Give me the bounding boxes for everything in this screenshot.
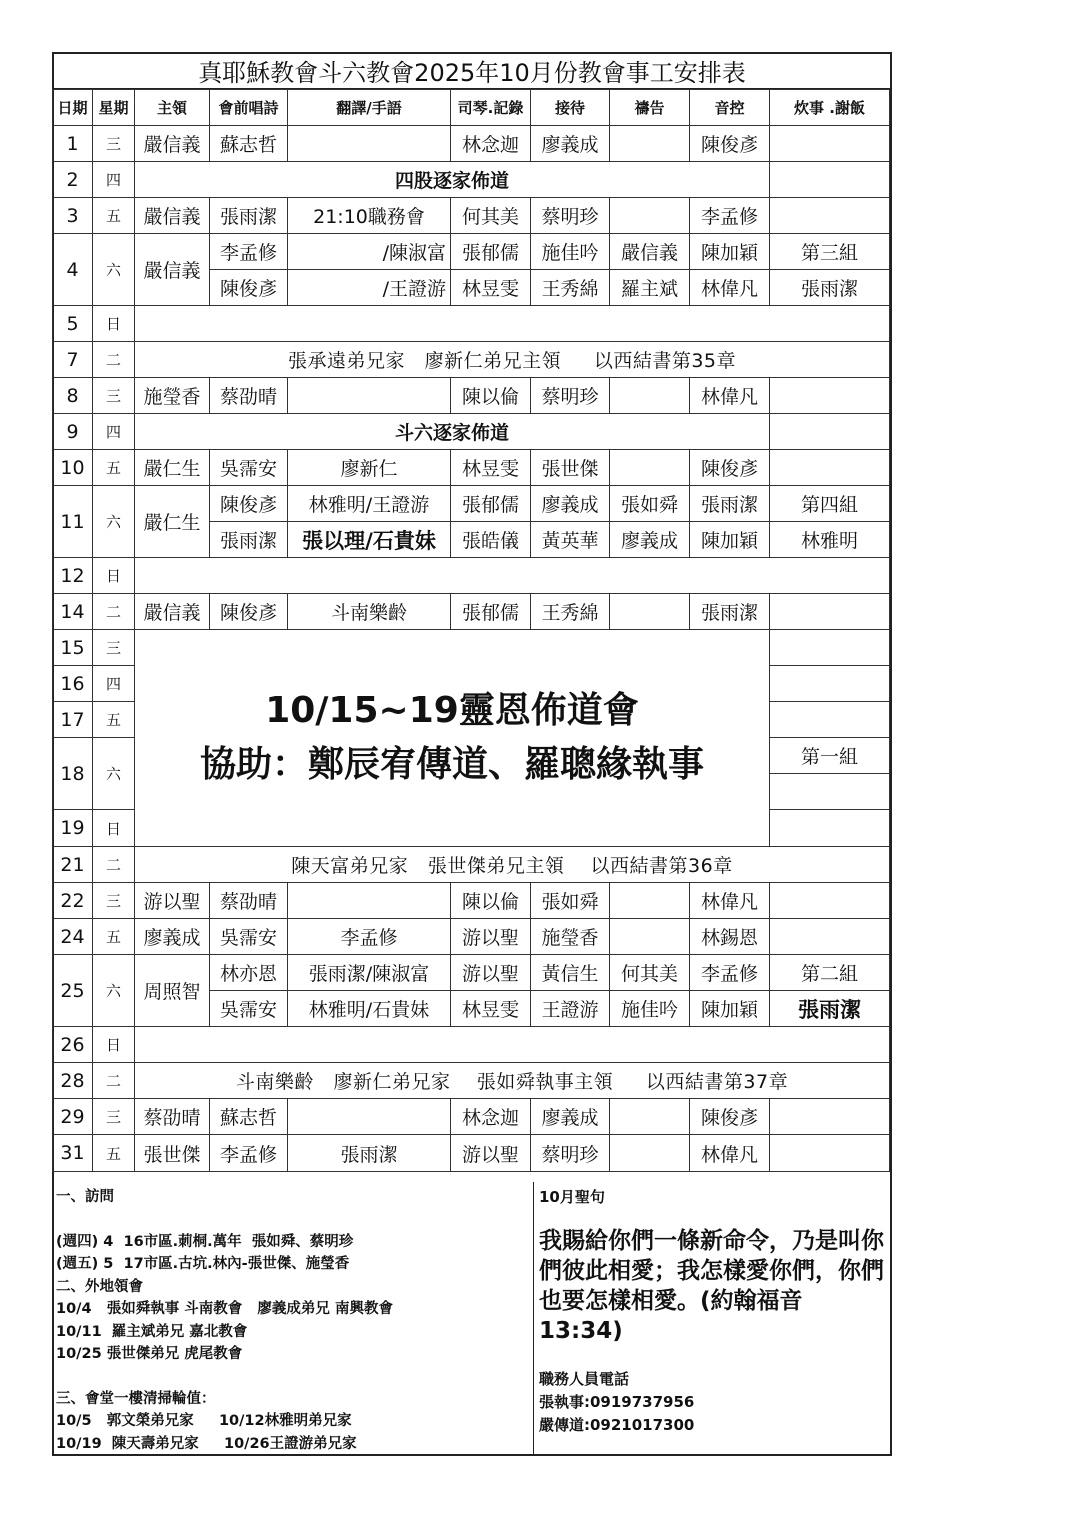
table-row [53,1063,890,1099]
piano-cell: 林念迦 [451,126,531,162]
weekday-cell: 三 [93,378,135,414]
translation-cell: 廖新仁 [288,450,451,486]
monthly-verse: 我賜給你們一條新命令，乃是叫你們彼此相愛；我怎樣愛你們，你們也要怎樣相愛。(約翰福音13:34) [539,1228,884,1344]
cooking-cell [770,162,890,198]
piano-cell: 陳以倫 [451,378,531,414]
weekday-cell: 四 [93,666,135,702]
piano-cell: 林昱雯 [451,991,531,1027]
piano-cell: 林昱雯 [451,270,531,306]
translation-cell: 林雅明/石貴妹 [288,991,451,1027]
piano-cell: 陳以倫 [451,883,531,919]
translation-cell: /王證游 [288,270,451,306]
cooking-cell [770,883,890,919]
hymn-cell: 李孟修 [210,1135,288,1172]
cooking-cell [770,594,890,630]
sound-cell: 林偉凡 [690,1135,770,1172]
cooking-cell [770,702,890,738]
cooking-cell [770,810,890,847]
weekday-cell: 五 [93,919,135,955]
translation-cell [288,126,451,162]
cleaning-line: 10/5 郭文榮弟兄家 10/12林雅明弟兄家 [56,1413,352,1429]
weekday-cell: 六 [93,955,135,1027]
date-cell: 14 [53,594,93,630]
cooking-cell [770,450,890,486]
leader-cell: 施瑩香 [135,378,210,414]
translation-cell: 林雅明/王證游 [288,486,451,522]
empty-row [135,306,890,342]
cooking-cell: 張雨潔 [770,270,890,306]
cooking-cell: 第一組 [770,738,890,774]
date-cell: 4 [53,234,93,306]
piano-cell: 張郁儒 [451,486,531,522]
reception-cell: 蔡明珍 [531,198,610,234]
translation-cell: 張以理/石貴妹 [288,522,451,558]
piano-cell: 游以聖 [451,955,531,991]
header-piano: 司琴.記錄 [451,90,531,126]
cooking-cell: 第二組 [770,955,890,991]
contact-phone: 嚴傳道:0921017300 [539,1416,695,1434]
header-translation: 翻譯/手語 [288,90,451,126]
cooking-cell [770,919,890,955]
cooking-cell [770,378,890,414]
weekday-cell: 日 [93,810,135,847]
table-row [53,414,890,450]
cooking-cell: 林雅明 [770,522,890,558]
cooking-cell [770,774,890,810]
weekday-cell: 四 [93,162,135,198]
sound-cell: 陳加穎 [690,522,770,558]
visit-line: (週五) 5 17市區.古坑.林內-張世傑、施瑩香 [56,1256,350,1272]
weekday-cell: 二 [93,342,135,378]
prayer-cell [610,883,690,919]
leader-cell: 嚴信義 [135,198,210,234]
cleaning-heading: 三、會堂一樓清掃輪值： [56,1390,216,1407]
reception-cell: 張世傑 [531,450,610,486]
house-service-banner: 張承遠弟兄家 廖新仁弟兄主領 以西結書第35章 [135,342,890,378]
cooking-cell: 第四組 [770,486,890,522]
hymn-cell: 吳霈安 [210,991,288,1027]
date-cell: 21 [53,847,93,883]
date-cell: 7 [53,342,93,378]
header-sound: 音控 [690,90,770,126]
sound-cell: 李孟修 [690,198,770,234]
piano-cell: 林昱雯 [451,450,531,486]
header-row [53,90,890,126]
hymn-cell: 李孟修 [210,234,288,270]
weekday-cell: 六 [93,486,135,558]
hymn-cell: 陳俊彥 [210,486,288,522]
date-cell: 31 [53,1135,93,1172]
notes-spacer [56,1209,526,1231]
piano-cell: 游以聖 [451,919,531,955]
date-cell: 9 [53,414,93,450]
translation-cell [288,378,451,414]
house-service-banner: 陳天富弟兄家 張世傑弟兄主領 以西結書第36章 [135,847,890,883]
date-cell: 5 [53,306,93,342]
date-cell: 11 [53,486,93,558]
header-hymn: 會前唱詩 [210,90,288,126]
cooking-cell [770,630,890,666]
weekday-cell: 日 [93,1027,135,1063]
sound-cell: 陳加穎 [690,234,770,270]
table-row [53,919,890,955]
weekday-cell: 六 [93,234,135,306]
weekday-cell: 六 [93,738,135,810]
date-cell: 26 [53,1027,93,1063]
hymn-cell: 陳俊彥 [210,594,288,630]
date-cell: 15 [53,630,93,666]
reception-cell: 王證游 [531,991,610,1027]
contact-phone: 張執事:0919737956 [539,1393,695,1411]
table-row [53,594,890,630]
date-cell: 8 [53,378,93,414]
outside-service-line: 10/11 羅主斌弟兄 嘉北教會 [56,1323,248,1340]
weekday-cell: 三 [93,630,135,666]
table-row [53,450,890,486]
reception-cell: 黃信生 [531,955,610,991]
hymn-cell: 陳俊彥 [210,270,288,306]
weekday-cell: 四 [93,414,135,450]
cooking-cell [770,414,890,450]
translation-cell: 李孟修 [288,919,451,955]
date-cell: 24 [53,919,93,955]
outside-service-heading: 二、外地領會 [56,1278,143,1295]
leader-cell: 游以聖 [135,883,210,919]
weekday-cell: 二 [93,594,135,630]
leader-cell: 嚴信義 [135,126,210,162]
cooking-cell: 第三組 [770,234,890,270]
table-row [53,955,890,991]
weekday-cell: 五 [93,198,135,234]
table-row [53,630,890,666]
piano-cell: 張皓儀 [451,522,531,558]
reception-cell: 蔡明珍 [531,1135,610,1172]
contact-heading: 職務人員電話 [539,1370,630,1388]
date-cell: 3 [53,198,93,234]
weekday-cell: 三 [93,126,135,162]
reception-cell: 廖義成 [531,486,610,522]
weekday-cell: 二 [93,847,135,883]
weekday-cell: 日 [93,558,135,594]
prayer-cell: 施佳吟 [610,991,690,1027]
table-row [53,126,890,162]
page-title: 真耶穌教會斗六教會2025年10月份教會事工安排表 [52,52,892,89]
table-row [53,847,890,883]
hymn-cell: 蘇志哲 [210,1099,288,1135]
sound-cell: 陳俊彥 [690,450,770,486]
table-row [53,378,890,414]
leader-cell: 張世傑 [135,1135,210,1172]
cooking-cell [770,666,890,702]
outside-service-line: 10/25 張世傑弟兄 虎尾教會 [56,1346,243,1362]
verse-heading: 10月聖句 [539,1188,605,1206]
header-cooking: 炊事 .謝飯 [770,90,890,126]
sound-cell: 林偉凡 [690,270,770,306]
prayer-cell [610,1099,690,1135]
translation-cell: 張雨潔 [288,1135,451,1172]
sound-cell: 陳俊彥 [690,1099,770,1135]
date-cell: 2 [53,162,93,198]
leader-cell: 周照智 [135,955,210,1027]
table-row [53,1099,890,1135]
hymn-cell: 吳霈安 [210,450,288,486]
date-cell: 22 [53,883,93,919]
revival-title: 10/15~19靈恩佈道會 [265,690,639,731]
reception-cell: 廖義成 [531,1099,610,1135]
date-cell: 16 [53,666,93,702]
date-cell: 12 [53,558,93,594]
weekday-cell: 二 [93,1063,135,1099]
hymn-cell: 蘇志哲 [210,126,288,162]
leader-cell: 蔡劭晴 [135,1099,210,1135]
contact-list [539,1368,888,1437]
piano-cell: 張郁儒 [451,234,531,270]
date-cell: 10 [53,450,93,486]
prayer-cell [610,198,690,234]
cooking-cell: 張雨潔 [770,991,890,1027]
sound-cell: 張雨潔 [690,486,770,522]
piano-cell: 張郁儒 [451,594,531,630]
visit-heading: 一、訪問 [56,1189,114,1205]
sound-cell: 林偉凡 [690,378,770,414]
reception-cell: 張如舜 [531,883,610,919]
date-cell: 1 [53,126,93,162]
table-row [53,162,890,198]
sound-cell: 林錫恩 [690,919,770,955]
hymn-cell: 吳霈安 [210,919,288,955]
weekday-cell: 三 [93,1099,135,1135]
weekday-cell: 日 [93,306,135,342]
table-row [53,883,890,919]
hymn-cell: 林亦恩 [210,955,288,991]
piano-cell: 何其美 [451,198,531,234]
hymn-cell: 張雨潔 [210,522,288,558]
schedule-table [52,89,890,1172]
date-cell: 25 [53,955,93,1027]
prayer-cell [610,919,690,955]
sound-cell: 李孟修 [690,955,770,991]
sound-cell: 張雨潔 [690,594,770,630]
table-row [53,486,890,522]
empty-row [135,1027,890,1063]
date-cell: 17 [53,702,93,738]
revival-helpers: 協助：鄭辰宥傳道、羅聰緣執事 [199,744,704,785]
cooking-cell [770,1135,890,1172]
sound-cell: 陳俊彥 [690,126,770,162]
prayer-cell: 張如舜 [610,486,690,522]
table-row [53,342,890,378]
date-cell: 18 [53,738,93,810]
piano-cell: 林念迦 [451,1099,531,1135]
prayer-cell [610,126,690,162]
cooking-cell [770,1099,890,1135]
date-cell: 19 [53,810,93,847]
hymn-cell: 張雨潔 [210,198,288,234]
prayer-cell [610,1135,690,1172]
table-row [53,1135,890,1172]
notes-section [56,1186,526,1455]
reception-cell: 施佳吟 [531,234,610,270]
prayer-cell [610,450,690,486]
sound-cell: 林偉凡 [690,883,770,919]
prayer-cell: 何其美 [610,955,690,991]
prayer-cell [610,378,690,414]
prayer-cell: 羅主斌 [610,270,690,306]
date-cell: 28 [53,1063,93,1099]
translation-cell: 張雨潔/陳淑富 [288,955,451,991]
header-prayer: 禱告 [610,90,690,126]
leader-cell: 嚴信義 [135,234,210,306]
header-reception: 接待 [531,90,610,126]
prayer-cell: 廖義成 [610,522,690,558]
event-banner: 四股逐家佈道 [135,162,770,198]
table-row [53,198,890,234]
weekday-cell: 五 [93,1135,135,1172]
weekday-cell: 五 [93,450,135,486]
table-row [53,1027,890,1063]
revival-event-block [135,630,770,847]
translation-cell: 21:10職務會 [288,198,451,234]
cleaning-line: 10/19 陳天壽弟兄家 10/26王證游弟兄家 [56,1435,357,1452]
reception-cell: 廖義成 [531,126,610,162]
reception-cell: 王秀綿 [531,594,610,630]
header-date: 日期 [53,90,93,126]
leader-cell: 廖義成 [135,919,210,955]
event-banner: 斗六逐家佈道 [135,414,770,450]
leader-cell: 嚴仁生 [135,486,210,558]
reception-cell: 黃英華 [531,522,610,558]
table-row [53,234,890,270]
header-leader: 主領 [135,90,210,126]
weekday-cell: 三 [93,883,135,919]
piano-cell: 游以聖 [451,1135,531,1172]
table-row [53,558,890,594]
sound-cell: 陳加穎 [690,991,770,1027]
cooking-cell [770,126,890,162]
hymn-cell: 蔡劭晴 [210,378,288,414]
hymn-cell: 蔡劭晴 [210,883,288,919]
cooking-cell [770,198,890,234]
prayer-cell: 嚴信義 [610,234,690,270]
notes-spacer [56,1366,526,1388]
weekday-cell: 五 [93,702,135,738]
table-row [53,306,890,342]
translation-cell: 斗南樂齡 [288,594,451,630]
reception-cell: 王秀綿 [531,270,610,306]
translation-cell [288,883,451,919]
leader-cell: 嚴信義 [135,594,210,630]
leader-cell: 嚴仁生 [135,450,210,486]
reception-cell: 施瑩香 [531,919,610,955]
prayer-cell [610,594,690,630]
empty-row [135,558,890,594]
header-weekday: 星期 [93,90,135,126]
visit-line: (週四) 4 16市區.莿桐.萬年 張如舜、蔡明珍 [56,1233,354,1250]
outside-service-line: 10/4 張如舜執事 斗南教會 廖義成弟兄 南興教會 [56,1301,393,1317]
house-service-banner: 斗南樂齡 廖新仁弟兄家 張如舜執事主領 以西結書第37章 [135,1063,890,1099]
reception-cell: 蔡明珍 [531,378,610,414]
date-cell: 29 [53,1099,93,1135]
verse-panel [533,1182,888,1454]
translation-cell: /陳淑富 [288,234,451,270]
translation-cell [288,1099,451,1135]
